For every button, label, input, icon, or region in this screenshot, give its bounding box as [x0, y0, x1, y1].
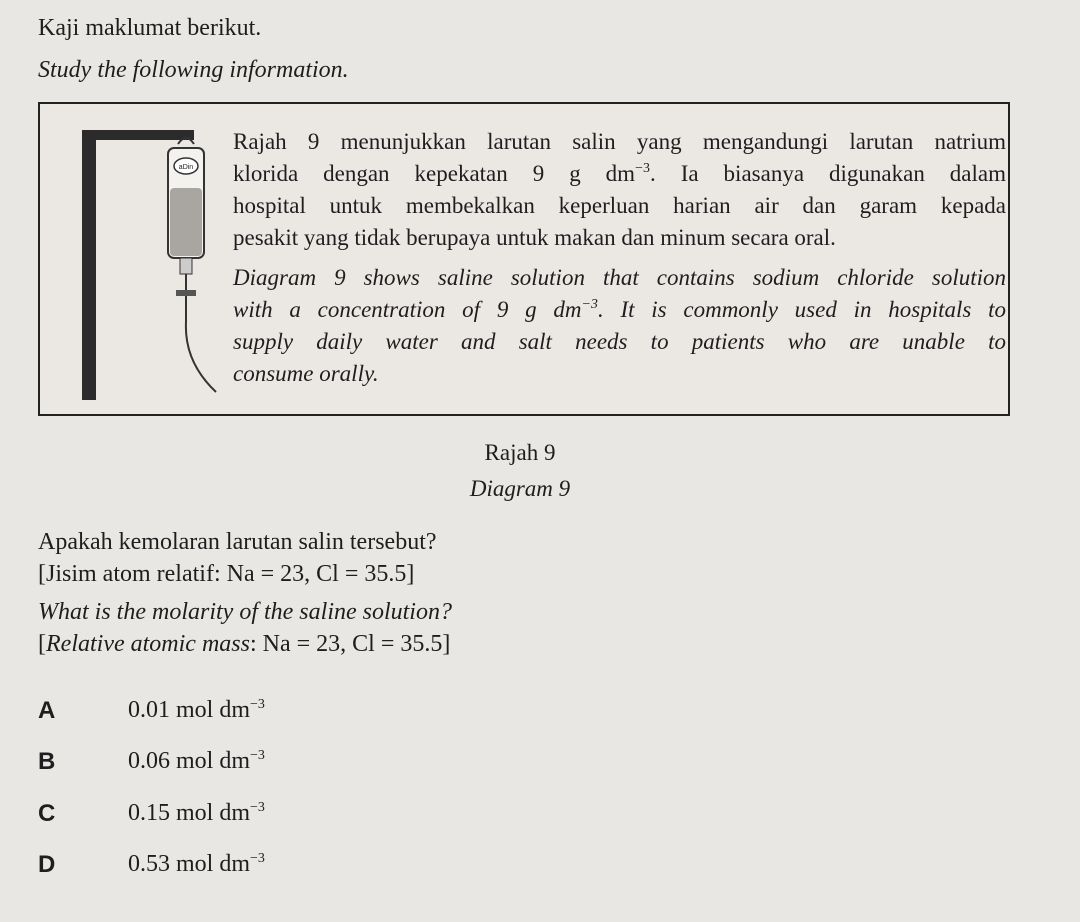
- info-malay-line-3: hospital untuk membekalkan keperluan harian air dan garam kepada: [233, 193, 1006, 218]
- saline-bag-label: aDin: [178, 164, 194, 171]
- figure-caption-malay: Rajah 9: [484, 440, 556, 465]
- option-letter: D: [38, 851, 56, 878]
- information-box: [38, 102, 1010, 416]
- question-malay: Apakah kemolaran larutan salin tersebut?: [38, 529, 437, 555]
- info-malay-line-1: Rajah 9 menunjukkan larutan salin yang mengandungi larutan natrium: [233, 129, 1006, 154]
- option-value: 0.06 mol $dm^{-3}$: [128, 748, 265, 774]
- question-english: What is the molarity of the saline solution?: [38, 599, 452, 625]
- info-malay-line-4: pesakit yang tidak berupaya untuk makan dan minum secara oral.: [233, 225, 836, 250]
- info-english-line-2: with a concentration of 9 g $dm^{-3}$. It is commonly used in hospitals to: [233, 297, 1006, 322]
- option-value: 0.01 mol $dm^{-3}$: [128, 697, 265, 723]
- figure-caption-english: Diagram 9: [469, 476, 571, 501]
- option-value: 0.15 mol $dm^{-3}$: [128, 800, 265, 826]
- question-english-ram: [Relative atomic mass: Na = 23, Cl = 35.5]: [38, 631, 451, 657]
- info-english-line-3: supply daily water and salt needs to patients who are unable to: [233, 329, 1006, 354]
- instruction-malay: Kaji maklumat berikut.: [38, 15, 262, 41]
- option-letter: B: [38, 748, 56, 775]
- instruction-english: Study the following information.: [38, 57, 349, 83]
- option-letter: A: [38, 697, 56, 724]
- info-malay-line-2: klorida dengan kepekatan 9 g $dm^{-3}$. Ia biasanya digunakan dalam: [233, 161, 1006, 186]
- info-english-line-4: consume orally.: [233, 361, 379, 386]
- option-letter: C: [38, 800, 56, 827]
- info-english-line-1: Diagram 9 shows saline solution that contains sodium chloride solution: [233, 265, 1006, 290]
- iv-drip-illustration: [70, 122, 220, 422]
- option-value: 0.53 mol $dm^{-3}$: [128, 851, 265, 877]
- question-malay-ram: [Jisim atom relatif: Na = 23, Cl = 35.5]: [38, 561, 415, 587]
